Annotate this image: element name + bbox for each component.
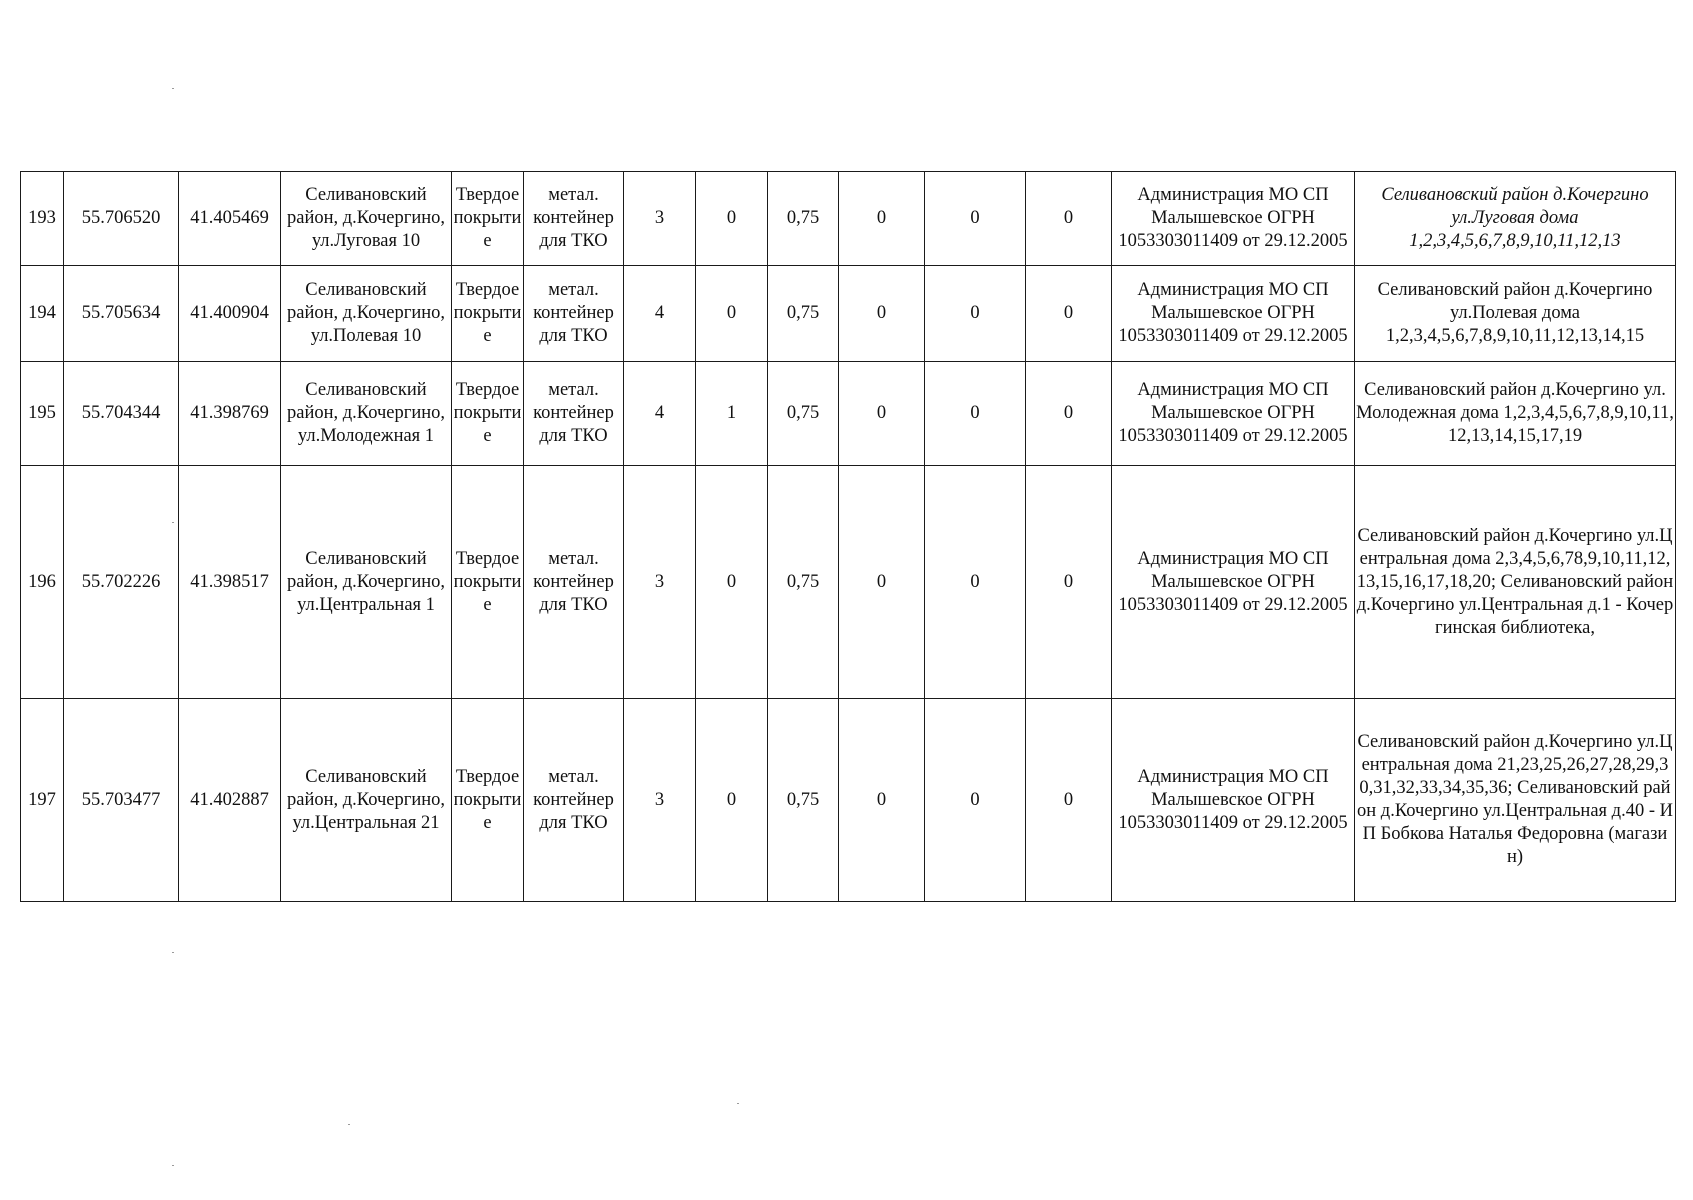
owner-cell: Администрация МО СП Малышевское ОГРН 1053303011409 от 29.12.2005 xyxy=(1112,699,1355,902)
longitude-cell: 41.398769 xyxy=(179,362,281,466)
scan-speck xyxy=(348,1124,350,1125)
value-cell: 0 xyxy=(925,699,1026,902)
planned-count-cell: 1 xyxy=(696,362,768,466)
value-cell: 0 xyxy=(1026,466,1112,699)
value-cell: 0 xyxy=(1026,699,1112,902)
planned-count-cell: 0 xyxy=(696,172,768,266)
planned-count-cell: 0 xyxy=(696,699,768,902)
value-cell: 0 xyxy=(839,466,925,699)
volume-cell: 0,75 xyxy=(768,699,839,902)
container-count-cell: 4 xyxy=(624,266,696,362)
sources-cell: Селивановский район д.Кочергино ул.Луговая дома 1,2,3,4,5,6,7,8,9,10,11,12,13 xyxy=(1355,172,1676,266)
value-cell: 0 xyxy=(925,266,1026,362)
scan-speck xyxy=(172,522,174,523)
container-type-cell: метал. контейнер для ТКО xyxy=(524,172,624,266)
table-row xyxy=(21,172,1676,266)
scan-speck xyxy=(172,952,174,953)
table-row xyxy=(21,699,1676,902)
address-cell: Селивановский район, д.Кочергино, ул.Луговая 10 xyxy=(281,172,452,266)
surface-cell: Твердое покрытие xyxy=(452,699,524,902)
longitude-cell: 41.402887 xyxy=(179,699,281,902)
longitude-cell: 41.398517 xyxy=(179,466,281,699)
value-cell: 0 xyxy=(839,266,925,362)
volume-cell: 0,75 xyxy=(768,466,839,699)
owner-cell: Администрация МО СП Малышевское ОГРН 1053303011409 от 29.12.2005 xyxy=(1112,362,1355,466)
value-cell: 0 xyxy=(1026,362,1112,466)
address-cell: Селивановский район, д.Кочергино, ул.Центральная 21 xyxy=(281,699,452,902)
value-cell: 0 xyxy=(839,172,925,266)
value-cell: 0 xyxy=(1026,266,1112,362)
value-cell: 0 xyxy=(925,362,1026,466)
scan-speck xyxy=(172,1165,174,1166)
sources-cell: Селивановский район д.Кочергино ул.Молодежная дома 1,2,3,4,5,6,7,8,9,10,11,12,13,14,15,17,19 xyxy=(1355,362,1676,466)
owner-cell: Администрация МО СП Малышевское ОГРН 1053303011409 от 29.12.2005 xyxy=(1112,266,1355,362)
address-cell: Селивановский район, д.Кочергино, ул.Центральная 1 xyxy=(281,466,452,699)
latitude-cell: 55.703477 xyxy=(64,699,179,902)
table-row xyxy=(21,362,1676,466)
latitude-cell: 55.706520 xyxy=(64,172,179,266)
table-row xyxy=(21,466,1676,699)
sources-cell: Селивановский район д.Кочергино ул.Центральная дома 2,3,4,5,6,78,9,10,11,12,13,15,16,17,18,20; Селивановский район д.Кочергино ул.Центральная д.1 - Кочергинская библиотека, xyxy=(1355,466,1676,699)
longitude-cell: 41.405469 xyxy=(179,172,281,266)
container-count-cell: 3 xyxy=(624,699,696,902)
value-cell: 0 xyxy=(925,466,1026,699)
volume-cell: 0,75 xyxy=(768,266,839,362)
value-cell: 0 xyxy=(839,362,925,466)
surface-cell: Твердое покрытие xyxy=(452,466,524,699)
address-cell: Селивановский район, д.Кочергино, ул.Молодежная 1 xyxy=(281,362,452,466)
sources-cell: Селивановский район д.Кочергино ул.Центральная дома 21,23,25,26,27,28,29,30,31,32,33,34,35,36; Селивановский район д.Кочергино ул.Центральная д.40 - ИП Бобкова Наталья Федоровна (магазин) xyxy=(1355,699,1676,902)
scan-speck xyxy=(172,88,174,89)
waste-site-registry-table xyxy=(20,171,1676,902)
latitude-cell: 55.705634 xyxy=(64,266,179,362)
table-row xyxy=(21,266,1676,362)
owner-cell: Администрация МО СП Малышевское ОГРН 1053303011409 от 29.12.2005 xyxy=(1112,172,1355,266)
row-number: 193 xyxy=(21,172,64,266)
container-count-cell: 3 xyxy=(624,172,696,266)
value-cell: 0 xyxy=(925,172,1026,266)
sources-cell: Селивановский район д.Кочергино ул.Полевая дома 1,2,3,4,5,6,7,8,9,10,11,12,13,14,15 xyxy=(1355,266,1676,362)
row-number: 196 xyxy=(21,466,64,699)
row-number: 195 xyxy=(21,362,64,466)
container-type-cell: метал. контейнер для ТКО xyxy=(524,362,624,466)
surface-cell: Твердое покрытие xyxy=(452,266,524,362)
surface-cell: Твердое покрытие xyxy=(452,362,524,466)
latitude-cell: 55.702226 xyxy=(64,466,179,699)
value-cell: 0 xyxy=(1026,172,1112,266)
volume-cell: 0,75 xyxy=(768,362,839,466)
container-count-cell: 4 xyxy=(624,362,696,466)
volume-cell: 0,75 xyxy=(768,172,839,266)
container-type-cell: метал. контейнер для ТКО xyxy=(524,266,624,362)
planned-count-cell: 0 xyxy=(696,466,768,699)
row-number: 194 xyxy=(21,266,64,362)
planned-count-cell: 0 xyxy=(696,266,768,362)
container-type-cell: метал. контейнер для ТКО xyxy=(524,699,624,902)
owner-cell: Администрация МО СП Малышевское ОГРН 1053303011409 от 29.12.2005 xyxy=(1112,466,1355,699)
longitude-cell: 41.400904 xyxy=(179,266,281,362)
container-type-cell: метал. контейнер для ТКО xyxy=(524,466,624,699)
value-cell: 0 xyxy=(839,699,925,902)
surface-cell: Твердое покрытие xyxy=(452,172,524,266)
latitude-cell: 55.704344 xyxy=(64,362,179,466)
container-count-cell: 3 xyxy=(624,466,696,699)
row-number: 197 xyxy=(21,699,64,902)
address-cell: Селивановский район, д.Кочергино, ул.Полевая 10 xyxy=(281,266,452,362)
scan-speck xyxy=(737,1103,739,1104)
